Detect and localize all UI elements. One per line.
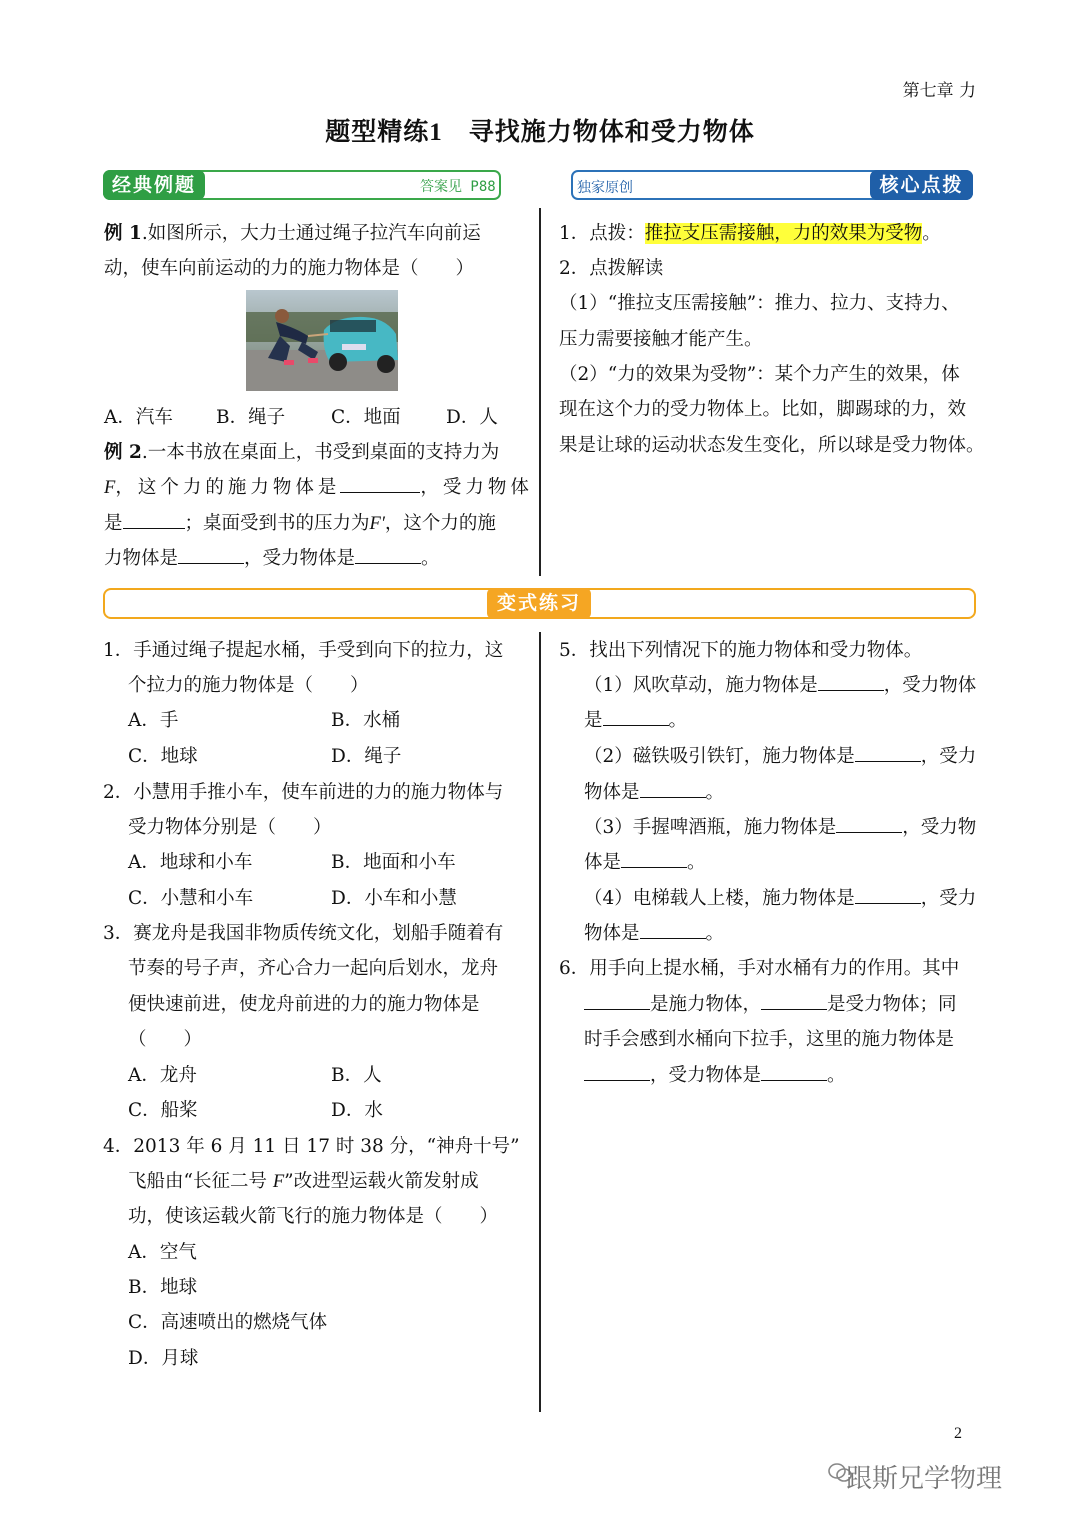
core-tip-line: （2）“力的效果为受物”：某个力产生的效果，体 — [559, 364, 960, 385]
blank-input[interactable] — [178, 562, 244, 564]
q6-line1: 6．用手向上提水桶，手对水桶有力的作用。其中 — [559, 958, 960, 979]
q1-option-b[interactable]: B．水桶 — [331, 710, 401, 731]
watermark: 跟斯兄学物理 — [846, 1464, 1003, 1494]
core-tag: 核心点拨 — [870, 170, 973, 200]
blank-input[interactable] — [123, 527, 185, 529]
core-tip-1: 1．点拨：推拉支压需接触，力的效果为受物。 — [559, 223, 941, 244]
column-divider-top — [539, 208, 541, 576]
q6-line2: 是施力物体， 是受力物体；同 — [584, 987, 957, 1022]
q1-line2: 个拉力的施力物体是（ ） — [128, 675, 369, 696]
blank-input[interactable] — [621, 866, 687, 868]
core-tip-2: 2．点拨解读 — [559, 258, 664, 279]
q3-option-a[interactable]: A．龙舟 — [128, 1065, 197, 1086]
title-text: 寻找施力物体和受力物体 — [468, 117, 755, 146]
title-number: 1 — [429, 119, 443, 146]
answer-reference: 答案见 P88 — [420, 179, 496, 195]
q2-option-b[interactable]: B．地面和小车 — [331, 852, 456, 873]
blank-input[interactable] — [640, 796, 706, 798]
q4-option-c[interactable]: C．高速喷出的燃烧气体 — [128, 1312, 328, 1333]
q4-line3: 功，使该运载火箭飞行的施力物体是（ ） — [128, 1206, 499, 1227]
q3-option-d[interactable]: D．水 — [331, 1100, 383, 1121]
q5-line1: 5．找出下列情况下的施力物体和受力物体。 — [559, 640, 923, 661]
q4-line1: 4．2013 年 6 月 11 日 17 时 38 分，“神舟十号” — [103, 1136, 520, 1157]
q5-item1-cont: 是 。 — [584, 710, 688, 731]
example1-option-d[interactable]: D．人 — [446, 407, 498, 428]
blank-input[interactable] — [603, 724, 669, 726]
blank-input[interactable] — [761, 1008, 827, 1010]
core-tip-line: 果是让球的运动状态发生变化，所以球是受力物体。 — [559, 435, 985, 456]
chapter-label: 第七章 力 — [902, 81, 976, 101]
q5-item2-cont: 物体是 。 — [584, 782, 725, 803]
q1-option-a[interactable]: A．手 — [128, 710, 179, 731]
blank-input[interactable] — [761, 1079, 827, 1081]
blank-input[interactable] — [640, 937, 706, 939]
example1-line1: 例 1.如图所示，大力士通过绳子拉汽车向前运 — [104, 223, 481, 244]
practice-tag: 变式练习 — [487, 588, 591, 619]
q3-line3: 便快速前进，使龙舟前进的力的施力物体是 — [128, 994, 480, 1015]
blank-input[interactable] — [584, 1079, 650, 1081]
q1-option-d[interactable]: D．绳子 — [331, 746, 402, 767]
strongman-car-photo — [246, 290, 398, 391]
q1-line1: 1．手通过绳子提起水桶，手受到向下的拉力，这 — [103, 640, 504, 661]
blank-input[interactable] — [340, 491, 420, 493]
page-title — [0, 112, 1080, 148]
q4-line2: 飞船由“长征二号 F”改进型运载火箭发射成 — [128, 1171, 479, 1192]
q3-line2: 节奏的号子声，齐心合力一起向后划水，龙舟 — [128, 958, 499, 979]
q5-item4-cont: 物体是 。 — [584, 923, 725, 944]
example2-line4: 力物体是 ，受力物体是 。 — [104, 548, 440, 569]
example2-line2: F，这个力的施力物体是 ，受力物体 — [104, 477, 533, 498]
example2-label: 例 2 — [104, 442, 142, 463]
q3-line4: （ ） — [128, 1029, 203, 1050]
core-tip-line: 压力需要接触才能产生。 — [559, 329, 763, 350]
q3-line1: 3．赛龙舟是我国非物质传统文化，划船手随着有 — [103, 923, 504, 944]
blank-input[interactable] — [818, 689, 884, 691]
q6-line4: ，受力物体是 。 — [584, 1058, 846, 1093]
q5-item2: （2）磁铁吸引铁钉，施力物体是 ，受力 — [584, 746, 977, 767]
q4-option-b[interactable]: B．地球 — [128, 1277, 198, 1298]
q2-option-a[interactable]: A．地球和小车 — [128, 852, 253, 873]
q6-line3: 时手会感到水桶向下拉手，这里的施力物体是 — [584, 1029, 955, 1050]
example1-option-b[interactable]: B．绳子 — [216, 407, 286, 428]
q4-option-d[interactable]: D．月球 — [128, 1348, 199, 1369]
q5-item3: （3）手握啤酒瓶，施力物体是 ，受力物 — [584, 817, 977, 838]
example1-option-c[interactable]: C．地面 — [331, 407, 401, 428]
example1-option-a[interactable]: A．汽车 — [104, 407, 173, 428]
example1-line2: 动，使车向前运动的力的施力物体是（ ） — [104, 258, 475, 279]
q5-item1: （1）风吹草动，施力物体是 ，受力物体 — [584, 675, 977, 696]
q2-option-c[interactable]: C．小慧和小车 — [128, 888, 254, 909]
core-tip-line: 现在这个力的受力物体上。比如，脚踢球的力，效 — [559, 399, 967, 420]
blank-input[interactable] — [855, 760, 921, 762]
blank-input[interactable] — [584, 1008, 650, 1010]
example2-line3: 是 ；桌面受到书的压力为F′，这个力的施 — [104, 513, 496, 534]
core-tip-highlight: 推拉支压需接触，力的效果为受物 — [644, 223, 923, 244]
q3-option-c[interactable]: C．船桨 — [128, 1100, 198, 1121]
q1-option-c[interactable]: C．地球 — [128, 746, 198, 767]
q2-option-d[interactable]: D．小车和小慧 — [331, 888, 457, 909]
column-divider-bottom — [539, 632, 541, 1412]
title-prefix: 题型精练 — [325, 117, 430, 146]
example1-label: 例 1 — [104, 223, 142, 244]
example2-line1: 例 2.一本书放在桌面上，书受到桌面的支持力为 — [104, 442, 500, 463]
q5-item4: （4）电梯载人上楼，施力物体是 ，受力 — [584, 888, 977, 909]
q2-line1: 2．小慧用手推小车，使车前进的力的施力物体与 — [103, 782, 504, 803]
blank-input[interactable] — [855, 902, 921, 904]
page-number: 2 — [954, 1425, 962, 1442]
q4-option-a[interactable]: A．空气 — [128, 1242, 197, 1263]
blank-input[interactable] — [836, 831, 902, 833]
core-tip-line: （1）“推拉支压需接触”：推力、拉力、支持力、 — [559, 293, 960, 314]
q5-item3-cont: 体是 。 — [584, 852, 706, 873]
original-label: 独家原创 — [577, 180, 633, 196]
q2-line2: 受力物体分别是（ ） — [128, 817, 332, 838]
blank-input[interactable] — [355, 562, 421, 564]
q3-option-b[interactable]: B．人 — [331, 1065, 382, 1086]
examples-tag: 经典例题 — [103, 170, 205, 200]
